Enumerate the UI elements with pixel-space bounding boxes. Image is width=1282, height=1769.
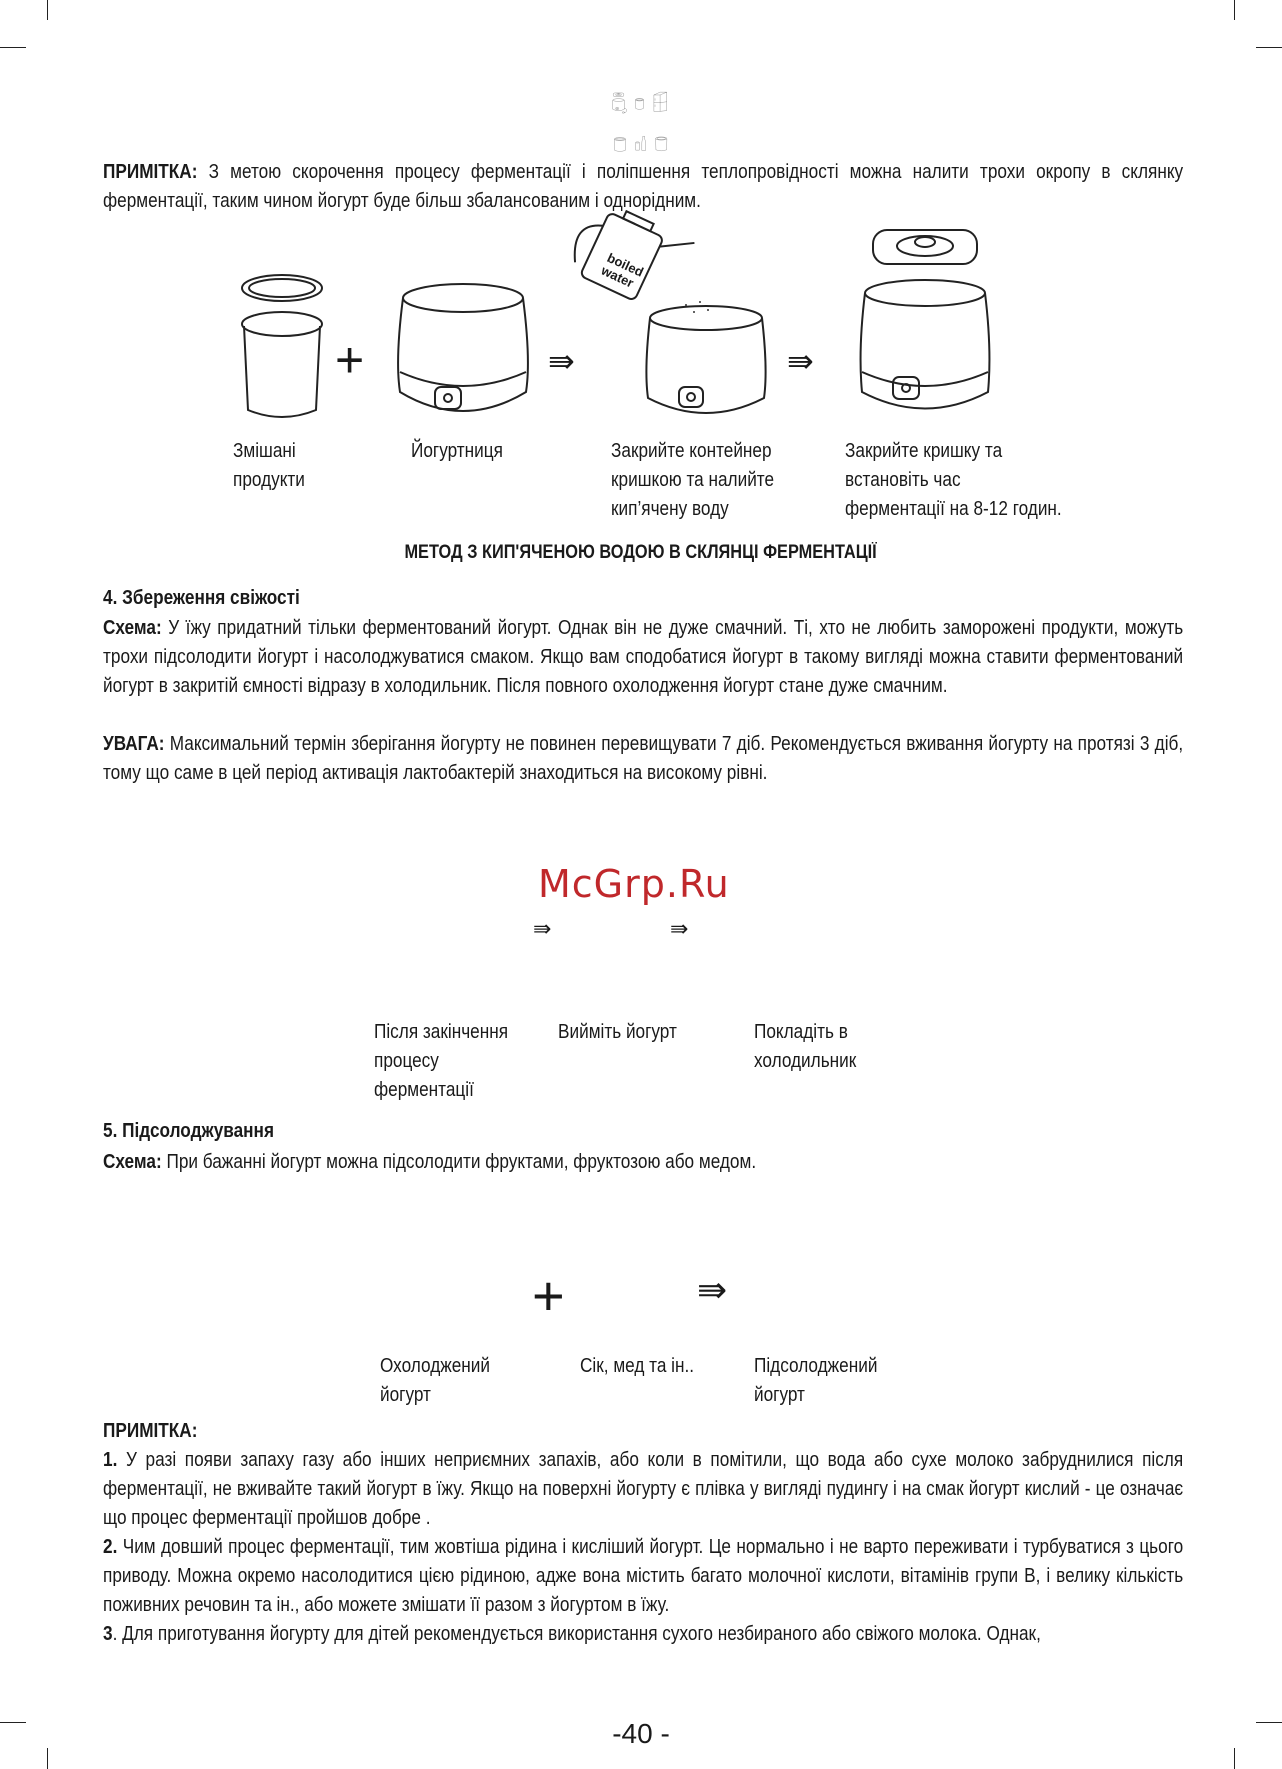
note-item-text: Чим довший процес ферментації, тим жовтіша рідина і кисліший йогурт. Це нормально і не варто переживати і турбуватися з цього приводу. Можна окремо насолодитися цією рідиною, адже вона містить багато молочної кислоти, вітамінів групи В, і велику кількість поживних речовин та ін., або можете змішати її разом з йогуртом в їжу.: [103, 1536, 1184, 1616]
note-item-number: 2.: [103, 1536, 118, 1558]
note-item-text: . Для приготування йогурту для дітей рекомендується використання сухого незбираного або свіжого молока. Однак,: [112, 1623, 1041, 1645]
note-item-3: [103, 1620, 1183, 1649]
caption-line: продукти: [233, 469, 305, 491]
note-item-text: У разі появи запаху газу або інших неприємних запахів, або коли в помітили, що вода або сухе молоко забруднилися після ферментації, не вживайте такий йогурт в їжу. Якщо на поверхні йогурту є плівка у вигляді пудингу і на смак йогурт кислий - це означає що процес ферментації пройшов добре .: [103, 1449, 1184, 1529]
caption-put-in-fridge: [754, 1018, 856, 1076]
caption-line: Закрийте контейнер: [611, 440, 772, 462]
note-item-number: 1.: [103, 1449, 118, 1471]
arrow: ⇛: [787, 343, 814, 379]
jar-with-lid-icon: [242, 275, 322, 417]
juice-glass-icon: [636, 142, 640, 150]
caption-line: встановіть час: [845, 469, 961, 491]
caption-line: Змішані: [233, 440, 296, 462]
arrow: ⇛: [670, 916, 689, 941]
caption-remove-yogurt: [558, 1018, 677, 1047]
figure-sweetening: [0, 0, 1282, 200]
caption-line: процесу: [374, 1050, 439, 1072]
scheme-label: Схема:: [103, 617, 162, 639]
scheme-text: У їжу придатний тільки ферментований йогурт. Однак він не дуже смачний. Ті, хто не любить заморожені продукти, можуть трохи підсолодити йогурт і насолоджуватися смаком. Якщо вам сподобатися йогурт в такому вигляді можна ставити ферментований йогурт в закритій ємності відразу в холодильник. Після повного охолодження йогурт стане дуже смачним.: [103, 617, 1184, 697]
watermark: McGrp.Ru: [538, 862, 730, 906]
section-5-title: 5. Підсолоджування: [103, 1120, 274, 1142]
note-item-number: 3: [103, 1623, 113, 1645]
sweetened-yogurt-jar-icon: [656, 137, 667, 151]
caption-line: Йогуртниця: [411, 440, 503, 462]
caption-line: Після закінчення: [374, 1021, 509, 1043]
caption-sweetened-yogurt: [754, 1352, 877, 1410]
caption-close-container: [611, 437, 774, 524]
section-5-scheme: [103, 1148, 1183, 1177]
caption-line: Покладіть в: [754, 1021, 848, 1043]
caption-yogurt-maker: [411, 437, 503, 466]
note-item-2: [103, 1533, 1183, 1620]
caption-line: Охолоджений: [380, 1355, 491, 1377]
caption-line: холодильник: [754, 1050, 857, 1072]
plus-sign: +: [335, 332, 365, 388]
section-4-title: 4. Збереження свіжості: [103, 587, 300, 609]
plus-sign: +: [532, 1264, 565, 1327]
caption-juice-honey: [580, 1352, 694, 1381]
caption-line: йогурт: [754, 1384, 805, 1406]
caption-cooled-yogurt: [380, 1352, 490, 1410]
method-heading: [0, 542, 1282, 564]
caption-line: ферментації на 8-12 годин.: [845, 498, 1062, 520]
caption-close-lid: [845, 437, 1062, 524]
section-4-warning: [103, 730, 1183, 788]
caption-mixed-products: [233, 437, 305, 495]
note-item-1: [103, 1446, 1183, 1533]
warning-label: УВАГА:: [103, 733, 165, 755]
note-text: З метою скорочення процесу ферментації і поліпшення теплопровідності можна налити трохи окропу в склянку ферментації, таким чином йогурт буде більш збалансованим і однорідним.: [103, 161, 1184, 212]
scheme-text: При бажанні йогурт можна підсолодити фруктами, фруктозою або медом.: [161, 1151, 757, 1173]
kettle-icon: [564, 197, 695, 313]
warning-text: Максимальний термін зберігання йогурту не повинен перевищувати 7 діб. Рекомендується вживання йогурту на протязі 3 діб, тому що саме в цей період активація лактобактерій знаходиться на високому рівні.: [103, 733, 1184, 784]
caption-line: Сік, мед та ін..: [580, 1355, 695, 1377]
caption-line: Підсолоджений: [754, 1355, 878, 1377]
caption-line: кришкою та налийте: [611, 469, 775, 491]
crop-mark: [1234, 1748, 1235, 1769]
yogurt-maker-closed-icon: [861, 230, 990, 409]
scheme-label: Схема:: [103, 1151, 162, 1173]
caption-line: Вийміть йогурт: [558, 1021, 677, 1043]
caption-after-fermentation: [374, 1018, 508, 1105]
note-label: ПРИМІТКА:: [103, 161, 198, 183]
method-heading-text: МЕТОД З КИП'ЯЧЕНОЮ ВОДОЮ В СКЛЯНЦІ ФЕРМЕНТАЦІЇ: [404, 542, 878, 563]
yogurt-maker-icon: [398, 284, 528, 411]
arrow: ⇛: [548, 343, 575, 379]
caption-line: Закрийте кришку та: [845, 440, 1003, 462]
caption-line: кип’ячену воду: [611, 498, 729, 520]
yogurt-maker-with-jar-icon: [646, 306, 765, 413]
arrow: ⇛: [697, 1269, 728, 1310]
kettle-label: boiled water: [598, 249, 646, 291]
caption-line: ферментації: [374, 1079, 474, 1101]
bottle-icon: [642, 136, 646, 150]
section-4-scheme: [103, 614, 1183, 701]
page-number: -40 -: [612, 1718, 670, 1749]
crop-mark: [47, 1748, 48, 1769]
caption-line: йогурт: [380, 1384, 431, 1406]
arrow: ⇛: [533, 916, 552, 941]
note-2-title: ПРИМІТКА:: [103, 1420, 198, 1442]
cooled-yogurt-jar-icon: [614, 137, 625, 151]
